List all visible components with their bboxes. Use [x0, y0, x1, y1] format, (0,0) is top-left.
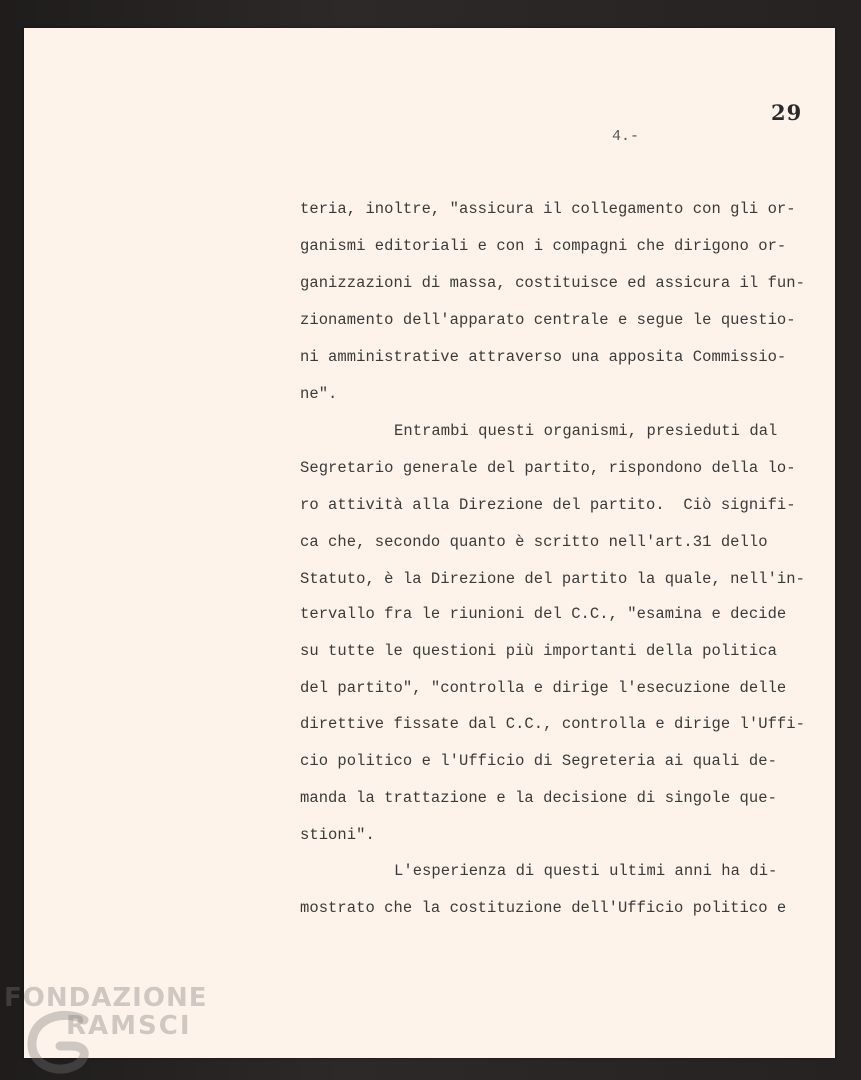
watermark-line-2: RAMSCI	[66, 1011, 192, 1041]
text-line: ne".	[300, 385, 338, 403]
text-line: Statuto, è la Direzione del partito la quale, nell'in-	[300, 570, 805, 588]
text-line: ni amministrative attraverso una apposita Commissio-	[300, 348, 787, 366]
archive-page-number: 29	[771, 100, 803, 125]
paragraph-start-line: Entrambi questi organismi, presieduti dal	[394, 422, 778, 440]
text-line: su tutte le questioni più importanti della politica	[300, 642, 777, 660]
text-line: direttive fissate dal C.C., controlla e dirige l'Uffi-	[300, 715, 805, 733]
watermark-line-1: FONDAZIONE	[4, 983, 208, 1013]
text-line: stioni".	[300, 826, 375, 844]
text-line: Segretario generale del partito, rispondono della lo-	[300, 459, 796, 477]
text-line: ro attività alla Direzione del partito. Ciò signifi-	[300, 496, 796, 514]
text-line: teria, inoltre, "assicura il collegamento con gli or-	[300, 200, 796, 218]
text-line: ganizzazioni di massa, costituisce ed assicura il fun-	[300, 274, 805, 292]
text-line: ganismi editoriali e con i compagni che dirigono or-	[300, 237, 787, 255]
typed-page-number: 4.-	[612, 128, 640, 145]
text-line: del partito", "controlla e dirige l'esecuzione delle	[300, 679, 787, 697]
watermark-swirl-icon	[26, 1010, 96, 1076]
text-line: cio politico e l'Ufficio di Segreteria ai quali de-	[300, 752, 777, 770]
text-line: tervallo fra le riunioni del C.C., "esamina e decide	[300, 605, 787, 623]
text-line: mostrato che la costituzione dell'Ufficio politico e	[300, 899, 787, 917]
text-line: ca che, secondo quanto è scritto nell'art.31 dello	[300, 533, 768, 551]
paragraph-start-line: L'esperienza di questi ultimi anni ha di-	[394, 862, 778, 880]
text-line: zionamento dell'apparato centrale e segue le questio-	[300, 311, 796, 329]
text-line: manda la trattazione e la decisione di singole que-	[300, 789, 777, 807]
